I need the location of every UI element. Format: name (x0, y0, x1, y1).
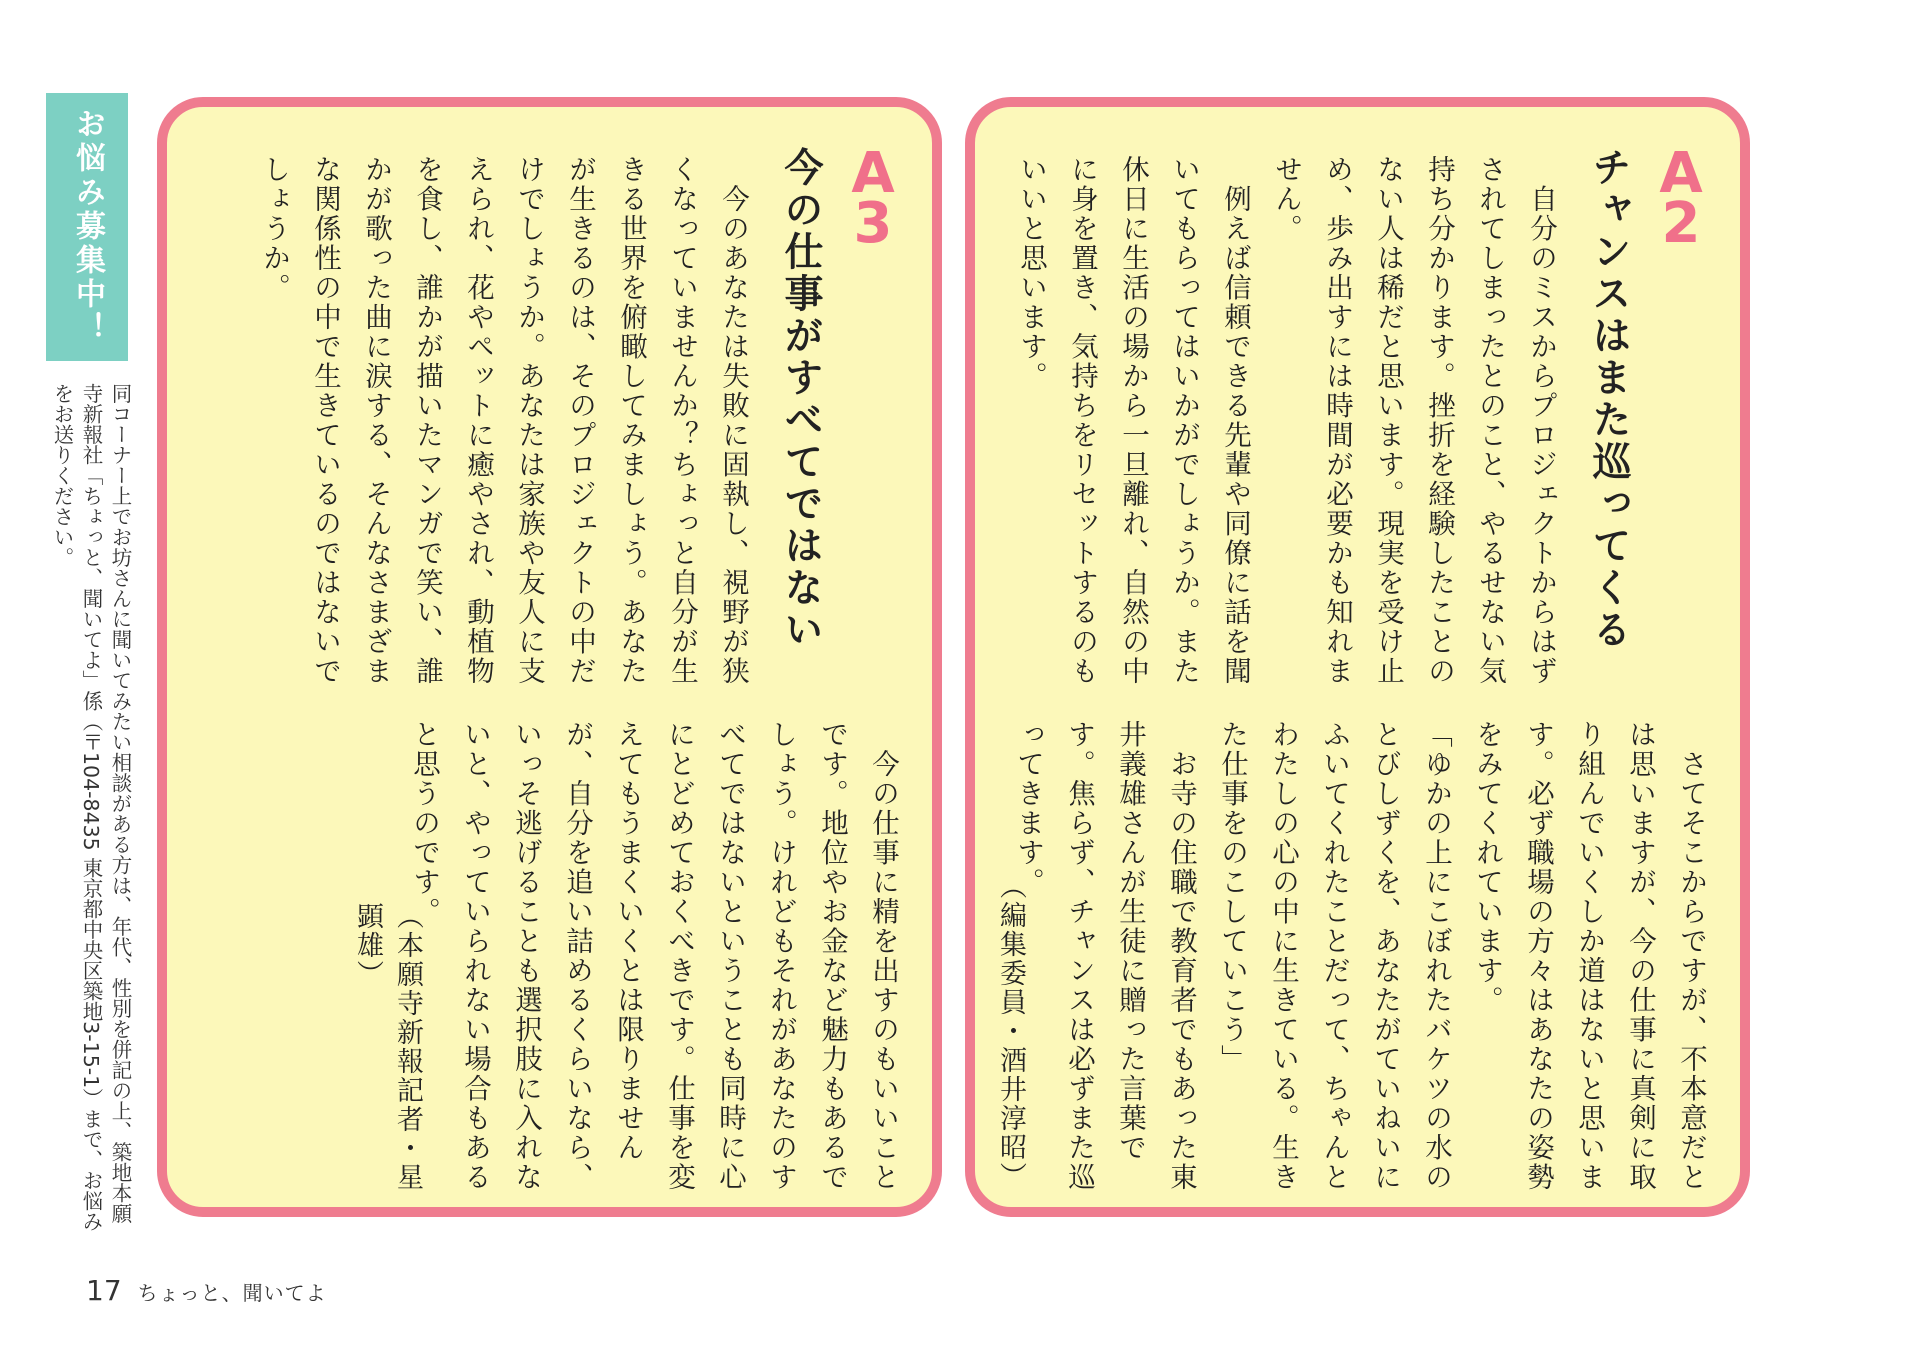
page-footer (86, 1274, 327, 1307)
answer-byline-a2: （編集委員・酒井淳昭） (995, 872, 1026, 1191)
recruiting-tab-label: お悩み募集中！ (70, 108, 105, 346)
section-title: ちょっと、聞いてよ (137, 1281, 327, 1305)
answer-label-letter: A (851, 141, 895, 206)
answer-body-a2-top: 自分のミスからプロジェクトからはずされてしまったとのこと、やるせない気持ち分かります。挫折を経験したことのない人は稀だと思います。現実を受け止め、歩み出すには時間が必要かも知れません。 例えば信頼できる先輩や同僚に話を聞いてもらってはいかがでしょうか。また休日に生活の場から一旦離れ、自然の中に身を置き、気持ちをリセットするのもいいと思います。 (1015, 155, 1557, 686)
submission-note: 同コーナー上でお坊さんに聞いてみたい相談がある方は、年代、性別を併記の上、築地本願寺新報社「ちょっと、聞いてよ」係（〒104-8435 東京都中央区築地3-15-1）まで、お悩みをお送りください。 (50, 383, 132, 1232)
answer-panel-a3 (157, 97, 942, 1221)
answer-label-number: 2 (1661, 191, 1701, 256)
page-number: 17 (86, 1274, 122, 1307)
answer-headline-a2: チャンスはまた巡ってくる (1586, 147, 1631, 651)
answer-label-letter: A (1659, 141, 1703, 206)
answer-byline-a3: （本願寺新報記者・星 顕雄） (352, 902, 423, 1221)
answer-label-a3 (838, 141, 908, 256)
answer-panel-a2 (965, 97, 1750, 1217)
answer-body-a3-top: 今のあなたは失敗に固執し、視野が狭くなっていませんか？ちょっと自分が生きる世界を俯瞰してみましょう。あなたが生きるのは、そのプロジェクトの中だけでしょうか。あなたは家族や友人に支えられ、花やペットに癒やされ、動植物を食し、誰かが描いたマンガで笑い、誰かが歌った曲に涙する、そんなさまざまな関係性の中で生きているのではないでしょうか。 (258, 155, 749, 686)
answer-label-a2 (1646, 141, 1716, 256)
answer-headline-a3: 今の仕事がすべてではない (778, 147, 823, 651)
answer-label-number: 3 (853, 191, 893, 256)
answer-body-a3-bottom: 今の仕事に精を出すのもいいことです。地位やお金など魅力もあるでしょう。けれどもそれがあなたのすべてではないということも同時に心にとどめておくべきです。仕事を変えてもうまくいくとは限りませんが、自分を追い詰めるくらいなら、いっそ逃げることも選択肢に入れないと、やっていられない場合もあると思うのです。 (408, 720, 899, 1192)
recruiting-tab (46, 93, 128, 361)
answer-body-a2-bottom: さてそこからですが、不本意だとは思いますが、今の仕事に真剣に取り組んでいくしか道はないと思います。必ず職場の方々はあなたの姿勢をみてくれています。 「ゆかの上にこぼれたバケツの水のとびしずくを、あなたがていねいにふいてくれたことだって、ちゃんとわたしの心の中に生きている。生きた仕事をのこしていこう」 お寺の住職で教育者でもあった東井義雄さんが生徒に贈った言葉です。焦らず、チャンスは必ずまた巡ってきます。 (1012, 720, 1707, 1192)
